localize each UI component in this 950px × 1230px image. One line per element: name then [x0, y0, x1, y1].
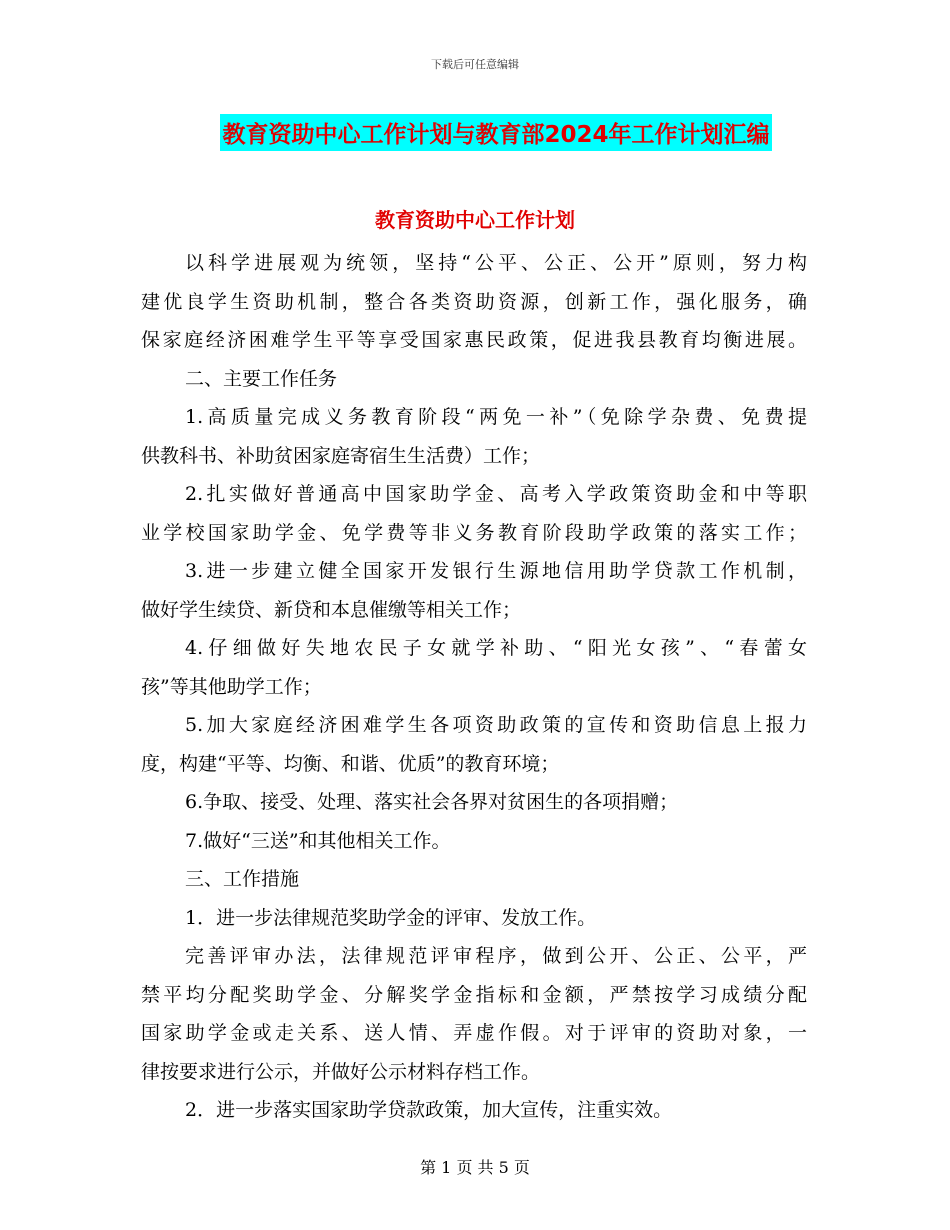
- paragraph-line: 1.高质量完成义务教育阶段“两免一补”（免除学杂费、免费提: [185, 406, 807, 428]
- paragraph-line: 保家庭经济困难学生平等享受国家惠民政策，促进我县教育均衡进展。: [141, 329, 807, 351]
- paragraph-line: 三、工作措施: [185, 868, 300, 890]
- section-title: 教育资助中心工作计划: [375, 208, 575, 232]
- paragraph-line: 度，构建“平等、均衡、和谐、优质”的教育环境；: [141, 752, 560, 775]
- page-footer: 第 1 页 共 5 页: [420, 1158, 530, 1177]
- paragraph-line: 供教科书、补助贫困家庭寄宿生生活费）工作；: [141, 444, 541, 467]
- paragraph-line: 做好学生续贷、新贷和本息催缴等相关工作；: [141, 598, 522, 621]
- paragraph-line: 国家助学金或走关系、送人情、弄虚作假。对于评审的资助对象，一: [141, 1022, 807, 1044]
- paragraph-line: 完善评审办法，法律规范评审程序，做到公开、公正、公平，严: [185, 945, 807, 967]
- page-header: 下载后可任意编辑: [431, 58, 519, 71]
- main-title-container: [0, 114, 950, 151]
- paragraph-line: 2．进一步落实国家助学贷款政策，加大宣传，注重实效。: [185, 1099, 673, 1121]
- paragraph-line: 6.争取、接受、处理、落实社会各界对贫困生的各项捐赠；: [185, 791, 679, 813]
- paragraph-line: 7.做好“三送”和其他相关工作。: [185, 829, 451, 852]
- paragraph-line: 1．进一步法律规范奖助学金的评审、发放工作。: [185, 906, 597, 929]
- document-body: [141, 244, 807, 1130]
- paragraph-line: 业学校国家助学金、免学费等非义务教育阶段助学政策的落实工作；: [141, 521, 807, 544]
- paragraph-line: 3.进一步建立健全国家开发银行生源地信用助学贷款工作机制，: [185, 560, 807, 582]
- main-title: 教育资助中心工作计划与教育部2024年工作计划汇编: [220, 114, 771, 151]
- paragraph-line: 5.加大家庭经济困难学生各项资助政策的宣传和资助信息上报力: [185, 714, 807, 736]
- paragraph-line: 建优良学生资助机制，整合各类资助资源，创新工作，强化服务，确: [141, 290, 807, 313]
- paragraph-line: 禁平均分配奖助学金、分解奖学金指标和金额，严禁按学习成绩分配: [141, 983, 807, 1006]
- paragraph-line: 4.仔细做好失地农民子女就学补助、“阳光女孩”、“春蕾女: [185, 637, 807, 659]
- paragraph-line: 二、主要工作任务: [185, 367, 338, 390]
- paragraph-line: 孩”等其他助学工作；: [141, 675, 322, 698]
- paragraph-line: 律按要求进行公示，并做好公示材料存档工作。: [141, 1060, 541, 1083]
- paragraph-line: 2.扎实做好普通高中国家助学金、高考入学政策资助金和中等职: [185, 483, 807, 505]
- paragraph-line: 以科学进展观为统领，坚持“公平、公正、公开”原则，努力构: [185, 252, 807, 274]
